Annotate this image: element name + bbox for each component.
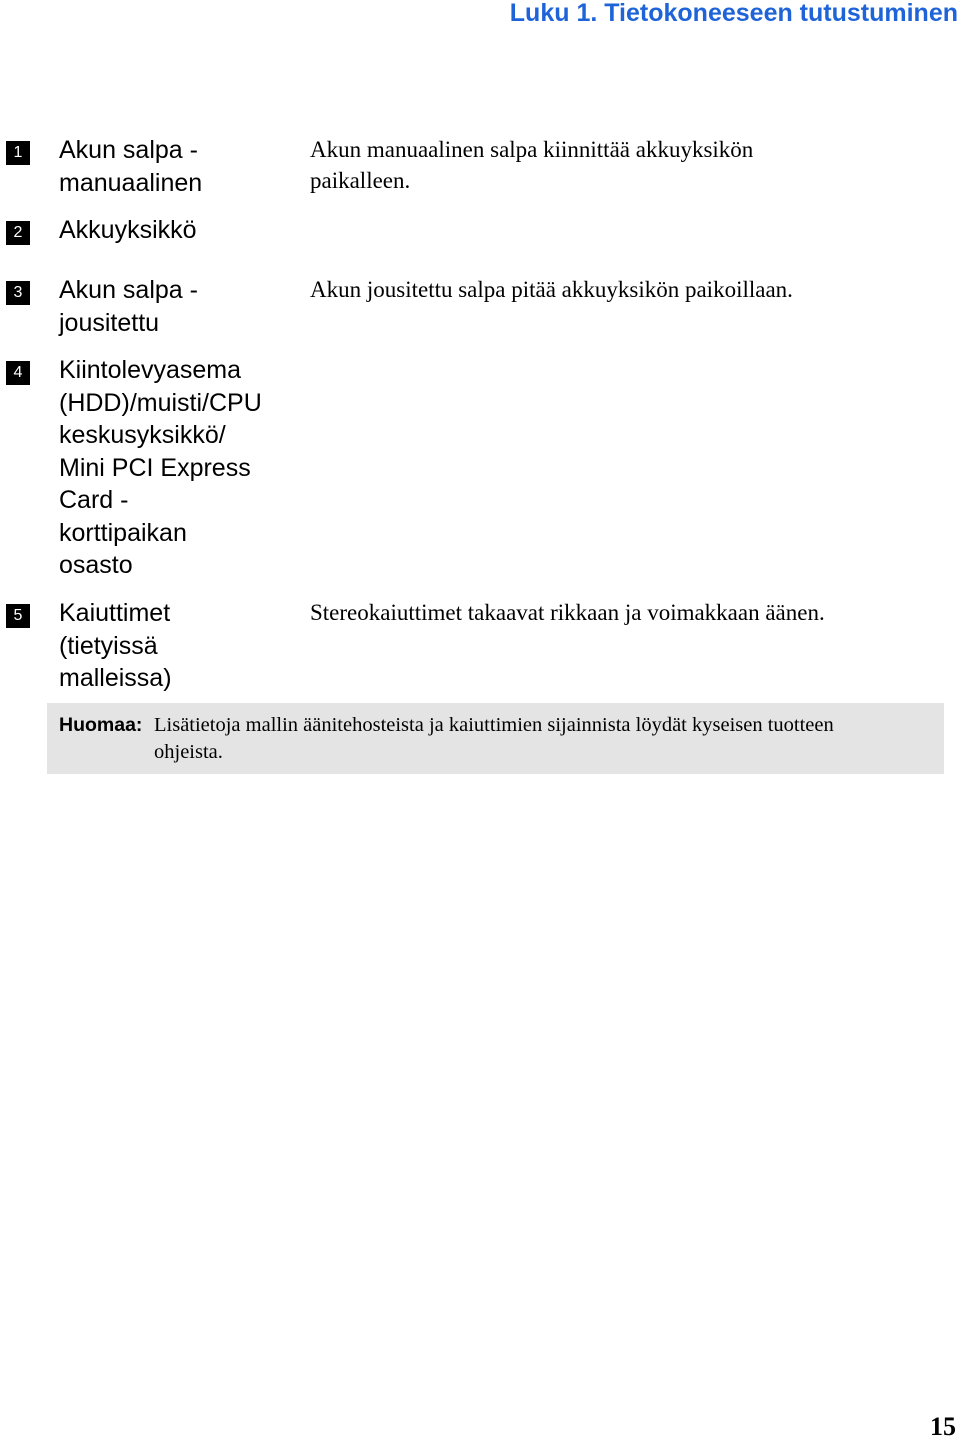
callout-number-badge: 2	[6, 221, 30, 245]
component-term: Kaiuttimet (tietyissä malleissa)	[59, 599, 172, 692]
component-term: Kiintolevyasema (HDD)/muisti/CPU keskusyksikkö/ Mini PCI Express Card - korttipaikan osasto	[59, 356, 262, 579]
component-description: Akun manuaalinen salpa kiinnittää akkuyksikön paikalleen.	[310, 137, 754, 193]
callout-number-badge: 5	[6, 604, 30, 628]
chapter-title: Luku 1. Tietokoneeseen tutustuminen	[509, 0, 958, 27]
callout-number-badge: 1	[6, 141, 30, 165]
callout-number-badge: 4	[6, 361, 30, 385]
component-description: Akun jousitettu salpa pitää akkuyksikön paikoillaan.	[310, 277, 793, 302]
component-description: Stereokaiuttimet takaavat rikkaan ja voimakkaan äänen.	[310, 600, 825, 625]
component-term: Akkuyksikkö	[59, 216, 197, 244]
note-text: Lisätietoja mallin äänitehosteista ja kaiuttimien sijainnista löydät kyseisen tuotteen ohjeista.	[154, 714, 834, 763]
page-number: 15	[930, 1412, 956, 1441]
component-term: Akun salpa - jousitettu	[59, 276, 198, 337]
component-term: Akun salpa - manuaalinen	[59, 136, 203, 197]
note-box	[47, 703, 944, 774]
note-label: Huomaa:	[59, 714, 143, 736]
callout-number-badge: 3	[6, 281, 30, 305]
